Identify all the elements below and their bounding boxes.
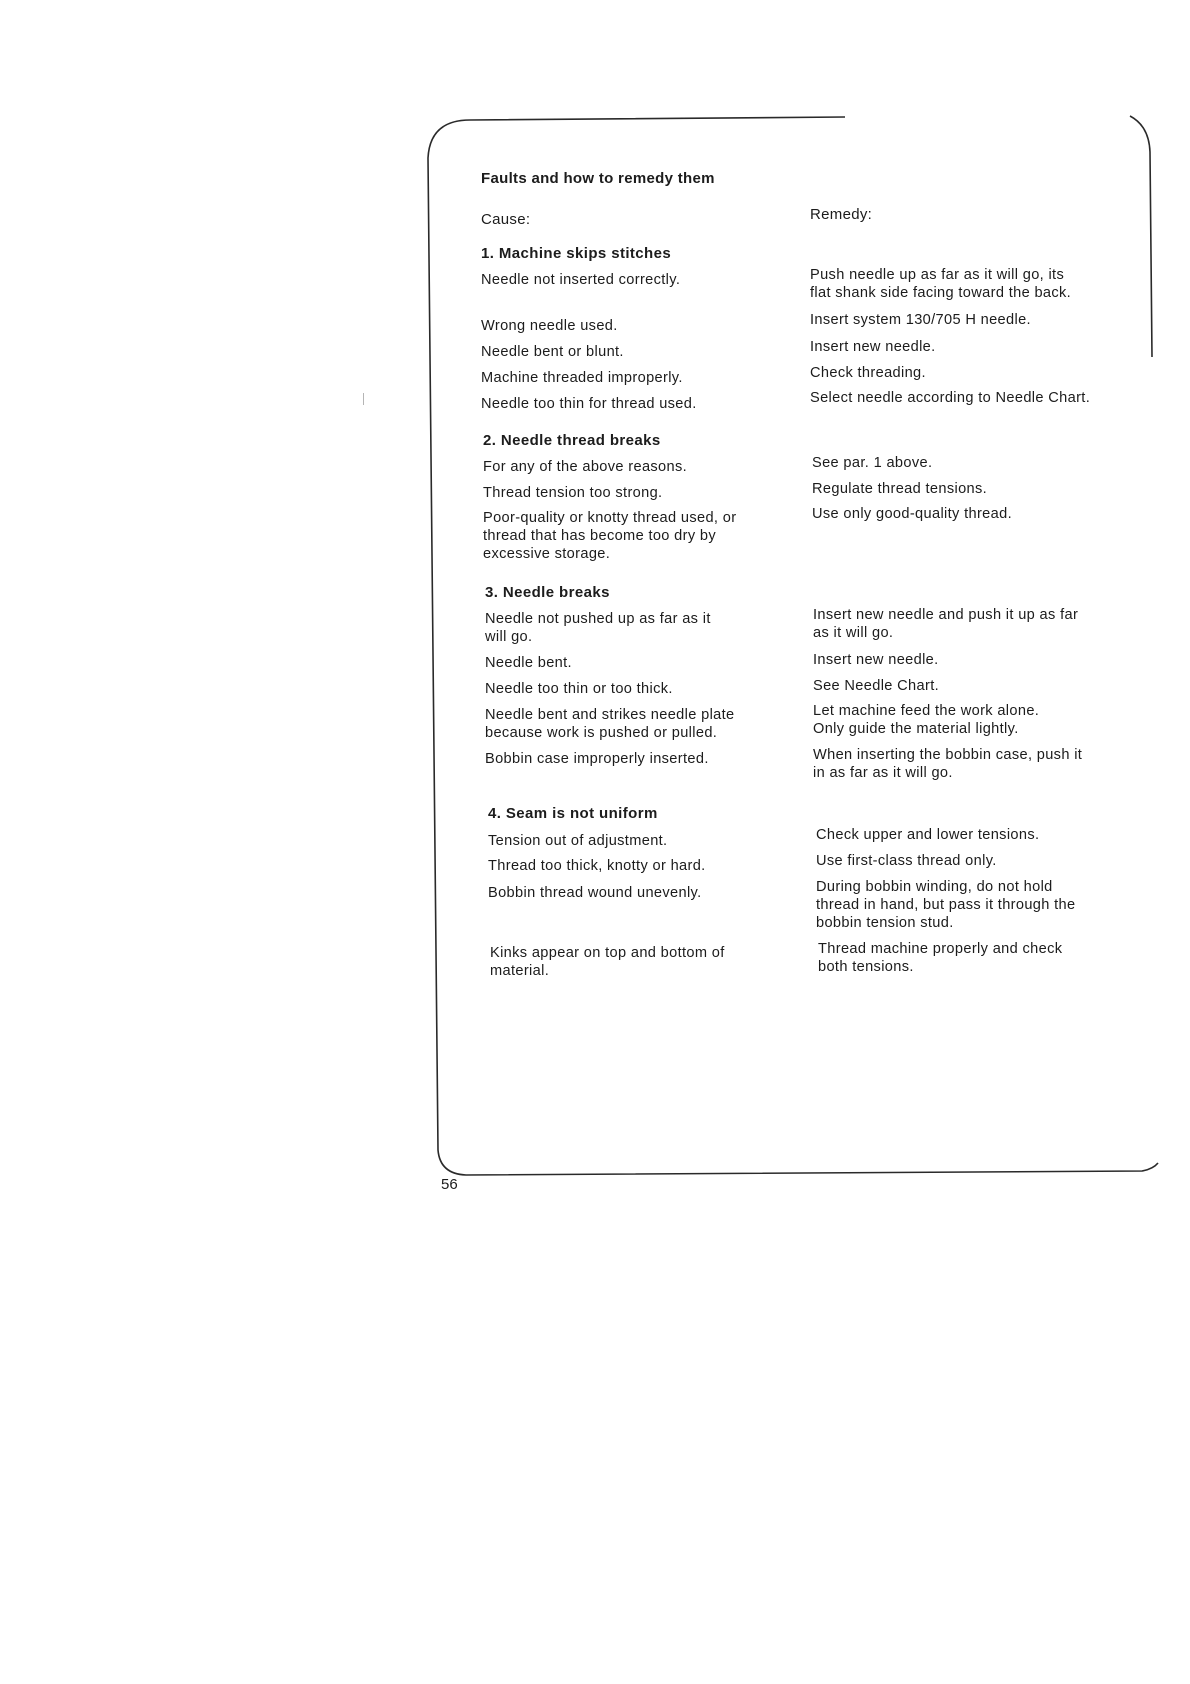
- section-title-text: Machine skips stitches: [498, 245, 672, 262]
- section-number: 2.: [483, 432, 497, 449]
- remedy-text: During bobbin winding, do not hold thread in hand, but pass it through the bobbin tension stud.: [816, 879, 1076, 931]
- cause-text: Bobbin case improperly inserted.: [485, 751, 709, 767]
- section-number: 3.: [485, 584, 499, 601]
- cause-column-label: Cause:: [481, 211, 531, 228]
- remedy-text: See Needle Chart.: [813, 678, 940, 694]
- remedy-text: Thread machine properly and check both tensions.: [818, 941, 1063, 975]
- remedy-text: Select needle according to Needle Chart.: [810, 390, 1091, 406]
- remedy-text: Let machine feed the work alone. Only guide the material lightly.: [813, 703, 1040, 737]
- remedy-text: Use first-class thread only.: [816, 853, 997, 869]
- cause-text: Needle bent and strikes needle plate because work is pushed or pulled.: [485, 707, 735, 741]
- remedy-text: Insert new needle.: [813, 652, 939, 668]
- section-3-title: [485, 584, 610, 601]
- remedy-text: When inserting the bobbin case, push it in as far as it will go.: [813, 747, 1083, 781]
- stray-mark: [363, 393, 364, 405]
- remedy-text: Insert new needle.: [810, 339, 936, 355]
- remedy-text: Push needle up as far as it will go, its flat shank side facing toward the back.: [810, 267, 1072, 301]
- cause-text: Machine threaded improperly.: [481, 370, 683, 386]
- section-title-text: Seam is not uniform: [505, 805, 658, 822]
- cause-text: Needle not inserted correctly.: [481, 272, 681, 288]
- cause-text: Needle too thin or too thick.: [485, 681, 673, 697]
- page-number: 56: [441, 1176, 458, 1193]
- cause-text: Needle bent or blunt.: [481, 344, 624, 360]
- remedy-text: Insert system 130/705 H needle.: [810, 312, 1031, 328]
- page-heading: Faults and how to remedy them: [481, 170, 715, 187]
- cause-text: Thread too thick, knotty or hard.: [488, 858, 706, 874]
- remedy-text: Insert new needle and push it up as far as it will go.: [813, 607, 1079, 641]
- section-number: 1.: [481, 245, 495, 262]
- cause-text: Wrong needle used.: [481, 318, 618, 334]
- remedy-text: Use only good-quality thread.: [812, 506, 1012, 522]
- cause-text: Kinks appear on top and bottom of material.: [490, 945, 725, 979]
- section-2-title: [483, 432, 661, 449]
- cause-text: Needle bent.: [485, 655, 572, 671]
- remedy-text: Check upper and lower tensions.: [816, 827, 1040, 843]
- remedy-text: See par. 1 above.: [812, 455, 933, 471]
- cause-text: Needle not pushed up as far as it will go.: [485, 611, 711, 645]
- section-title-text: Needle thread breaks: [500, 432, 661, 449]
- cause-text: For any of the above reasons.: [483, 459, 688, 475]
- remedy-column-label: Remedy:: [810, 206, 873, 223]
- remedy-text: Regulate thread tensions.: [812, 481, 988, 497]
- section-1-title: [481, 245, 671, 262]
- section-number: 4.: [488, 805, 502, 822]
- section-title-text: Needle breaks: [502, 584, 610, 601]
- frame-border-right: [1130, 116, 1152, 357]
- cause-text: Poor-quality or knotty thread used, or thread that has become too dry by excessive storage.: [483, 510, 737, 562]
- cause-text: Bobbin thread wound unevenly.: [488, 885, 702, 901]
- section-4-title: [488, 805, 658, 822]
- remedy-text: Check threading.: [810, 365, 926, 381]
- cause-text: Thread tension too strong.: [483, 485, 663, 501]
- cause-text: Tension out of adjustment.: [488, 833, 668, 849]
- cause-text: Needle too thin for thread used.: [481, 396, 697, 412]
